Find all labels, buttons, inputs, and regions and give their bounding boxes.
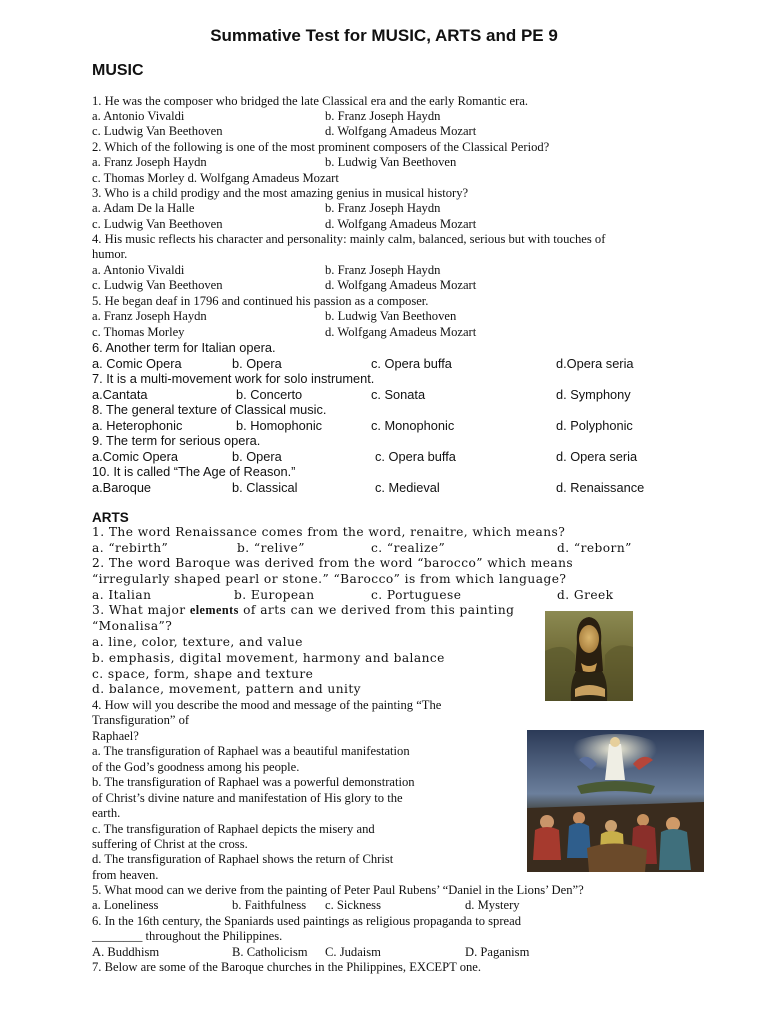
choice-text: c. Portuguese [371,588,462,602]
question-text: d. The transfiguration of Raphael shows the return of Christ [92,852,394,866]
choice-text: d. “reborn” [557,541,632,555]
choice-text: b. Homophonic [236,418,323,433]
question-text [92,603,514,618]
choice-text: a.Comic Opera [92,449,179,464]
transfiguration-painting [527,730,704,872]
question-text: 7. It is a multi-movement work for solo instrument. [92,371,375,386]
question-text: from heaven. [92,868,159,882]
choice-text: b. emphasis, digital movement, harmony and balance [92,651,445,665]
question-text: Transfiguration” of [92,713,190,727]
choice-text: c. Sickness [325,898,381,912]
question-text: a. The transfiguration of Raphael was a beautiful manifestation [92,744,410,758]
choice-text: c. Ludwig Van Beethoven [92,217,223,231]
choice-text: d. balance, movement, pattern and unity [92,682,362,696]
question-text: 6. Another term for Italian opera. [92,340,276,355]
monalisa-painting [545,611,633,701]
question-text: 7. Below are some of the Baroque churches in the Philippines, EXCEPT one. [92,960,482,974]
question-text: of Christ’s divine nature and manifestation of His glory to the [92,791,403,805]
choice-text: B. Catholicism [232,945,308,959]
question-text-cont: humor. [92,247,128,261]
choice-text: b. Concerto [236,387,303,402]
choice-text: b. European [234,588,315,602]
choice-text: b. “relive” [237,541,305,555]
question-keyword: elements [189,603,239,617]
choice-text: a. Franz Joseph Haydn [92,309,207,323]
choice-text: a. Adam De la Halle [92,201,195,215]
choice-text: c. Opera buffa [375,449,456,464]
choice-text: c. Ludwig Van Beethoven [92,124,223,138]
choice-text: c. Ludwig Van Beethoven [92,278,223,292]
choice-text: a. Franz Joseph Haydn [92,155,207,169]
question-text: 2. The word Baroque was derived from the word “barocco” which means [92,556,574,570]
choice-text: d. Wolfgang Amadeus Mozart [325,217,477,231]
question-text: 4. How will you describe the mood and message of the painting “The [92,698,442,712]
choice-text: a. Italian [92,588,152,602]
question-text: 5. What mood can we derive from the painting of Peter Paul Rubens’ “Daniel in the Lions’ Den”? [92,883,584,897]
choice-text: d. Symphony [556,387,631,402]
choice-text: c. Opera buffa [371,356,452,371]
choice-text: A. Buddhism [92,945,160,959]
choice-text: d. Opera seria [556,449,638,464]
choice-text: b. Opera [232,449,282,464]
choice-text: c. Medieval [375,480,440,495]
question-text: 1. He was the composer who bridged the late Classical era and the early Romantic era. [92,94,529,108]
question-text: 3. Who is a child prodigy and the most amazing genius in musical history? [92,186,469,200]
choice-text: b. Franz Joseph Haydn [325,109,441,123]
question-text: 6. In the 16th century, the Spaniards used paintings as religious propaganda to spread [92,914,522,928]
choice-text: c. Monophonic [371,418,455,433]
choice-text: a. line, color, texture, and value [92,635,303,649]
choice-text: a. Antonio Vivaldi [92,263,185,277]
choice-text: d. Renaissance [556,480,645,495]
question-text: 10. It is called “The Age of Reason.” [92,464,296,479]
choice-text: d. Polyphonic [556,418,633,433]
choice-text: d. Wolfgang Amadeus Mozart [325,278,477,292]
choice-text: a.Cantata [92,387,148,402]
question-text: 5. He began deaf in 1796 and continued his passion as a composer. [92,294,429,308]
choice-text: b. Ludwig Van Beethoven [325,309,457,323]
question-text-part: 3. What major [92,603,190,617]
question-text: 9. The term for serious opera. [92,433,261,448]
choice-text: D. Paganism [465,945,530,959]
page-title: Summative Test for MUSIC, ARTS and PE 9 [210,26,558,45]
question-text: 4. His music reflects his character and personality: mainly calm, balanced, serious but with touches of [92,232,606,246]
choice-text: b. Classical [232,480,298,495]
question-text: Raphael? [92,729,139,743]
choice-text: c. “realize” [371,541,446,555]
choice-text: b. Faithfulness [232,898,307,912]
question-text-part: of arts can we derived from this painting [238,603,515,617]
question-text: c. The transfiguration of Raphael depicts the misery and [92,822,375,836]
choice-text: b. Opera [232,356,282,371]
choice-text: a. Loneliness [92,898,159,912]
choice-text: c. Sonata [371,387,426,402]
choice-text: d. Wolfgang Amadeus Mozart [325,124,477,138]
choice-text: d.Opera seria [556,356,634,371]
question-text: earth. [92,806,121,820]
arts-heading: ARTS [92,510,129,525]
music-heading: MUSIC [92,62,144,79]
question-text: suffering of Christ at the cross. [92,837,248,851]
question-text: b. The transfiguration of Raphael was a powerful demonstration [92,775,415,789]
choice-text: a.Baroque [92,480,152,495]
choice-text: a. Comic Opera [92,356,182,371]
question-text: “Monalisa”? [92,619,173,633]
choice-text: a. Heterophonic [92,418,183,433]
choice-text: C. Judaism [325,945,381,959]
choice-text: a. “rebirth” [92,541,169,555]
question-text: ________ throughout the Philippines. [92,929,283,943]
choice-text: b. Franz Joseph Haydn [325,201,441,215]
choice-text: d. Mystery [465,898,520,912]
choice-text: b. Ludwig Van Beethoven [325,155,457,169]
question-text: “irregularly shaped pearl or stone.” “Barocco” is from which language? [92,572,567,586]
question-text: 8. The general texture of Classical music. [92,402,327,417]
question-text: 1. The word Renaissance comes from the word, renaitre, which means? [92,525,566,539]
question-text-cont: c. Thomas Morley d. Wolfgang Amadeus Mozart [92,171,339,185]
choice-text: a. Antonio Vivaldi [92,109,185,123]
choice-text: c. Thomas Morley [92,325,185,339]
question-text: 2. Which of the following is one of the most prominent composers of the Classical Period? [92,140,550,154]
choice-text: d. Wolfgang Amadeus Mozart [325,325,477,339]
question-text: of the God’s goodness among his people. [92,760,300,774]
choice-text: d. Greek [557,588,614,602]
choice-text: c. space, form, shape and texture [92,667,314,681]
choice-text: b. Franz Joseph Haydn [325,263,441,277]
